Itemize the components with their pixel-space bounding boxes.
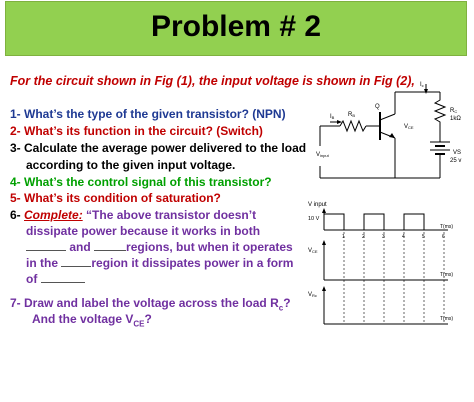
circuit-diagram (300, 80, 470, 192)
vinput-axis-arrow (322, 208, 326, 213)
question-6-region-text: region it dissipates power in a form (91, 256, 294, 270)
vs-label: VS (453, 150, 462, 156)
question-2: 2- What’s its function in the circuit? (Switch) (10, 124, 263, 138)
vrc-axis-arrow (322, 286, 326, 291)
vce-axis-label: VCE (308, 248, 318, 254)
blank-4[interactable] (41, 274, 85, 283)
tick-label-5: 5 (422, 234, 425, 240)
vinput-label: Vinput (316, 152, 329, 158)
vs-value: 25 v (450, 158, 462, 164)
rc-label: RC (450, 108, 458, 114)
question-6-in-the: in the (26, 256, 58, 270)
question-6-of: of (26, 272, 38, 286)
tick-label-4: 4 (402, 234, 405, 240)
tick-label-6: 6 (442, 234, 445, 240)
rc-resistor (435, 92, 445, 130)
vinput-axis-label: V input (308, 202, 327, 208)
question-6-label: Complete: (24, 208, 83, 222)
ib-label: IB (330, 114, 335, 120)
vce-label: VCE (404, 124, 414, 130)
rc-value: 1kΩ (450, 116, 461, 122)
question-6-line-3 (26, 240, 293, 254)
question-6-line-5 (26, 272, 85, 286)
question-4: 4- What’s the control signal of this transistor? (10, 175, 272, 189)
vrc-axis-label: VRc (308, 292, 317, 298)
time-unit-2: T(ms) (440, 272, 454, 278)
transistor-label: Q (375, 104, 380, 110)
question-6-text-a: “The above transistor doesn’t (86, 208, 257, 222)
tick-label-3: 3 (382, 234, 385, 240)
rb-resistor (340, 121, 366, 131)
question-1: 1- What’s the type of the given transistor? (NPN) (10, 107, 286, 121)
vce-axis-arrow (322, 240, 326, 245)
rb-label: RB (348, 112, 356, 118)
time-unit-3: T(ms) (440, 316, 454, 322)
intro-text: For the circuit shown in Fig (1), the input voltage is shown in Fig (2), (10, 74, 415, 88)
question-6-regions: regions, but when it operates (126, 240, 293, 254)
blank-2[interactable] (94, 242, 126, 251)
question-6-number: 6- (10, 208, 21, 222)
vinput-pulse-train (324, 214, 444, 230)
question-3-line-2: according to the given input voltage. (26, 158, 236, 172)
page-title: Problem # 2 (150, 10, 322, 43)
question-3-line-1: 3- Calculate the average power delivered to the load (10, 141, 307, 155)
blank-3[interactable] (61, 258, 91, 267)
tick-label-2: 2 (362, 234, 365, 240)
blank-1[interactable] (26, 242, 66, 251)
transistor-collector (380, 114, 395, 120)
question-6-line-2: dissipate power because it works in both (26, 224, 261, 238)
time-tick-labels (342, 234, 445, 240)
question-5: 5- What’s its condition of saturation? (10, 191, 221, 205)
tick-label-1: 1 (342, 234, 345, 240)
question-6-and: and (69, 240, 91, 254)
time-unit-1: T(ms) (440, 224, 454, 230)
title-banner (5, 1, 467, 56)
question-7-line-1: 7- Draw and label the voltage across the load $R_c$? (10, 296, 291, 313)
ic-label: Ic (420, 82, 424, 88)
amplitude-label: 10 V (308, 216, 320, 222)
question-7-line-2: And the voltage $V_{CE}$? (32, 312, 152, 329)
question-6-line-1 (10, 208, 256, 222)
question-6-line-4 (26, 256, 293, 270)
waveform-plots (300, 200, 470, 330)
time-gridlines (344, 232, 444, 324)
